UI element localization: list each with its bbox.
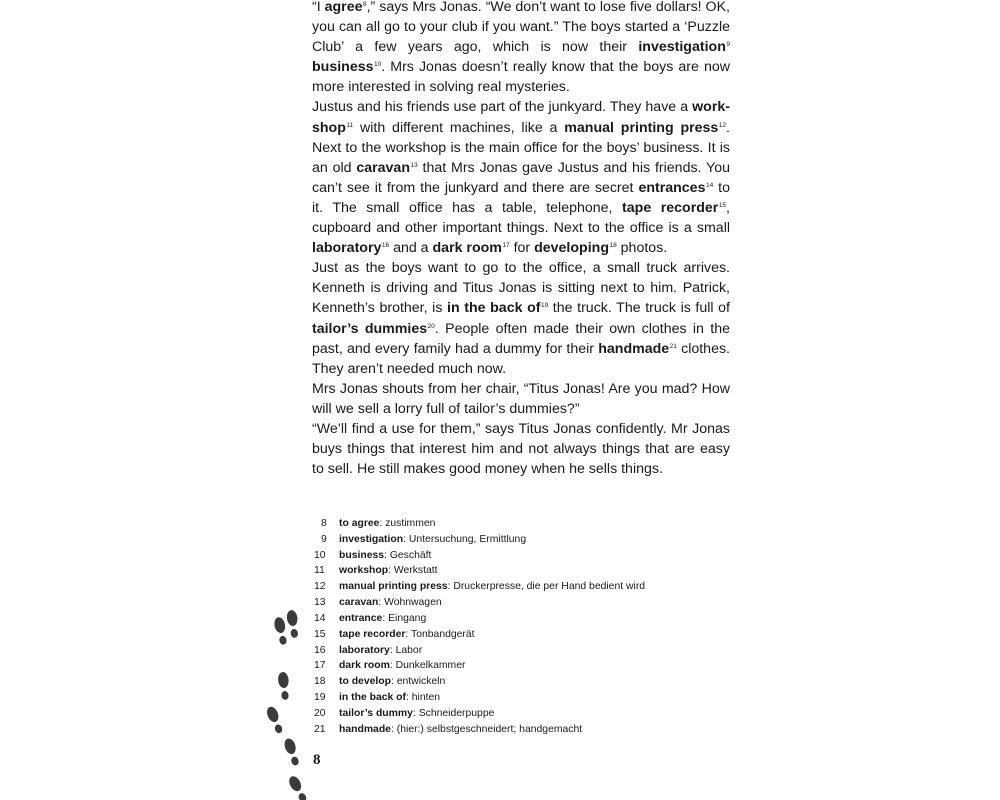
glossary-term: laboratory xyxy=(339,644,390,656)
text-run: Justus and his friends use part of the junkyard. They have a xyxy=(312,99,693,116)
glossary-definition: : Labor xyxy=(389,644,423,656)
footnote-marker: 17 xyxy=(502,242,510,250)
glossary-number: 11 xyxy=(314,565,325,577)
glossary-entry xyxy=(314,563,734,579)
paragraph xyxy=(312,97,730,258)
glossary-term: tailor’s dummy xyxy=(339,707,413,719)
vocabulary-term: in the back of xyxy=(447,300,541,317)
text-run: . Next to the workshop is the main office for the boys’ business. It is an old xyxy=(312,119,730,176)
glossary-number: 9 xyxy=(321,533,327,545)
glossary-number: 17 xyxy=(314,660,326,672)
glossary-definition: : Eingang xyxy=(382,612,427,624)
glossary-definition: : entwickeln xyxy=(390,676,446,688)
glossary-entry xyxy=(314,579,734,595)
vocabulary-term: dark room xyxy=(432,240,502,257)
glossary-definition: : Schneiderpuppe xyxy=(412,707,495,719)
paragraph xyxy=(312,258,730,379)
glossary-entry xyxy=(314,516,734,532)
footnote-marker: 13 xyxy=(410,161,418,169)
text-run: and a xyxy=(389,240,433,257)
glossary-term: entrance xyxy=(339,612,383,624)
glossary-definition: : Werkstatt xyxy=(388,565,438,577)
glossary-definition: : Tonbandgerät xyxy=(405,628,475,640)
glossary-number: 14 xyxy=(314,612,326,624)
text-run: “I xyxy=(312,0,325,15)
vocabulary-term: business xyxy=(312,59,374,76)
glossary-number: 16 xyxy=(314,644,326,656)
footnote-marker: 15 xyxy=(718,201,727,209)
glossary-entry xyxy=(314,595,734,611)
glossary-entry xyxy=(314,548,734,564)
vocabulary-term: workshop xyxy=(312,99,730,136)
glossary-number: 10 xyxy=(314,549,326,561)
footnote-marker: 9 xyxy=(726,41,730,49)
glossary-entry xyxy=(314,627,734,643)
vocabulary-term: investigation xyxy=(638,39,726,56)
vocabulary-term: caravan xyxy=(356,159,410,176)
glossary-number: 18 xyxy=(314,676,326,688)
glossary-definition: : Untersuchung, Ermittlung xyxy=(403,533,527,545)
text-run: . Mrs Jonas doesn’t really know that the boys are now more interested in solving real mysteries. xyxy=(312,59,730,96)
glossary-definition: : Geschäft xyxy=(384,549,432,561)
footnote-marker: 18 xyxy=(609,242,617,250)
glossary-entry xyxy=(314,690,734,706)
vocabulary-term: tailor’s dummies xyxy=(312,320,428,337)
glossary-entry xyxy=(314,722,734,738)
text-run: for xyxy=(509,240,535,257)
glossary-number: 12 xyxy=(314,581,326,593)
page-number: 8 xyxy=(313,752,321,768)
vocabulary-term: handmade xyxy=(598,340,670,357)
glossary-number: 21 xyxy=(314,723,326,735)
text-run: . People often made their own clothes in the past, and every family had a dummy for their xyxy=(312,320,730,357)
glossary-number: 19 xyxy=(314,691,326,703)
vocabulary-term: manual printing press xyxy=(564,119,719,136)
footnote-marker: 12 xyxy=(718,121,727,129)
glossary-term: tape recorder xyxy=(339,628,406,640)
glossary-term: to develop xyxy=(339,676,391,688)
footnote-marker: 19 xyxy=(540,302,549,310)
glossary-entry xyxy=(314,532,734,548)
glossary-entry xyxy=(314,611,734,627)
glossary-number: 20 xyxy=(314,707,326,719)
text-run: Mrs Jonas shouts from her chair, “Titus Jonas! Are you mad? How will we sell a lorry full of tailor’s dummies?” xyxy=(312,380,730,417)
glossary-entry xyxy=(314,674,734,690)
glossary-term: business xyxy=(339,549,385,561)
glossary-term: caravan xyxy=(339,597,379,609)
text-run: with different machines, like a xyxy=(353,119,565,136)
glossary-number: 13 xyxy=(314,597,326,609)
text-run: clothes. They aren’t needed much now. xyxy=(312,340,731,377)
glossary-entry xyxy=(314,658,734,674)
glossary-number: 15 xyxy=(314,628,326,640)
footnote-marker: 16 xyxy=(381,242,390,250)
glossary-term: to agree xyxy=(339,518,380,529)
paragraph xyxy=(312,379,730,419)
story-text xyxy=(312,0,730,479)
footnote-marker: 10 xyxy=(374,61,382,69)
vocabulary-term: tape recorder xyxy=(622,199,719,216)
vocabulary-footnotes xyxy=(314,516,734,737)
glossary-definition: : Dunkelkammer xyxy=(389,660,466,672)
text-run: to it. The small office has a table, telephone, xyxy=(312,179,730,216)
footnote-marker: 11 xyxy=(346,121,354,129)
text-run: ,” says Mrs Jonas. “We don’t want to lose five dollars! OK, you can all go to your club if you want.” The boys started a ‘Puzzle Club’ a few years ago, which is now their xyxy=(312,0,730,56)
glossary-term: manual printing press xyxy=(339,581,448,593)
text-run: , cupboard and other important things. Next to the office is a small xyxy=(312,199,730,237)
glossary-entry xyxy=(314,706,734,722)
glossary-term: investigation xyxy=(339,533,404,545)
glossary-term: handmade xyxy=(339,723,391,735)
vocabulary-term: agree xyxy=(324,0,363,15)
glossary-number: 8 xyxy=(321,518,327,529)
vocabulary-term: entrances xyxy=(638,179,706,196)
paragraph xyxy=(312,419,730,479)
footnote-marker: 20 xyxy=(427,322,435,330)
glossary-entry xyxy=(314,643,734,659)
glossary-term: dark room xyxy=(339,660,390,672)
text-run: “We’ll find a use for them,” says Titus Jonas confidently. Mr Jonas buys things that interest him and not always things that are easy to sell. He still makes good money when he sells things. xyxy=(312,420,730,478)
glossary-term: in the back of xyxy=(339,691,406,703)
paragraph xyxy=(312,0,730,97)
glossary-definition: : Druckerpresse, die per Hand bedient wird xyxy=(447,581,646,593)
glossary-term: workshop xyxy=(339,565,389,577)
footnote-marker: 21 xyxy=(669,342,677,350)
footnote-marker: 14 xyxy=(705,181,714,189)
footprints-icon xyxy=(262,606,322,800)
glossary-definition: : (hier:) selbstgeschneidert; handgemacht xyxy=(390,723,583,735)
text-run: the truck. The truck is full of xyxy=(548,300,730,317)
footnote-marker: 8 xyxy=(362,1,367,8)
glossary-definition: : zustimmen xyxy=(379,518,436,529)
text-run: Just as the boys want to go to the office, a small truck arrives. Kenneth is driving and Titus Jonas is sitting next to him. Patrick, Kenneth’s brother, is xyxy=(312,260,730,317)
text-run: that Mrs Jonas gave Justus and his friends. You can’t see it from the junkyard and there are secret xyxy=(312,159,730,196)
vocabulary-term: laboratory xyxy=(312,240,382,257)
glossary-definition: : Wohnwagen xyxy=(378,597,442,609)
vocabulary-term: developing xyxy=(534,240,609,257)
glossary-definition: : hinten xyxy=(405,691,441,703)
text-run: photos. xyxy=(616,240,668,257)
